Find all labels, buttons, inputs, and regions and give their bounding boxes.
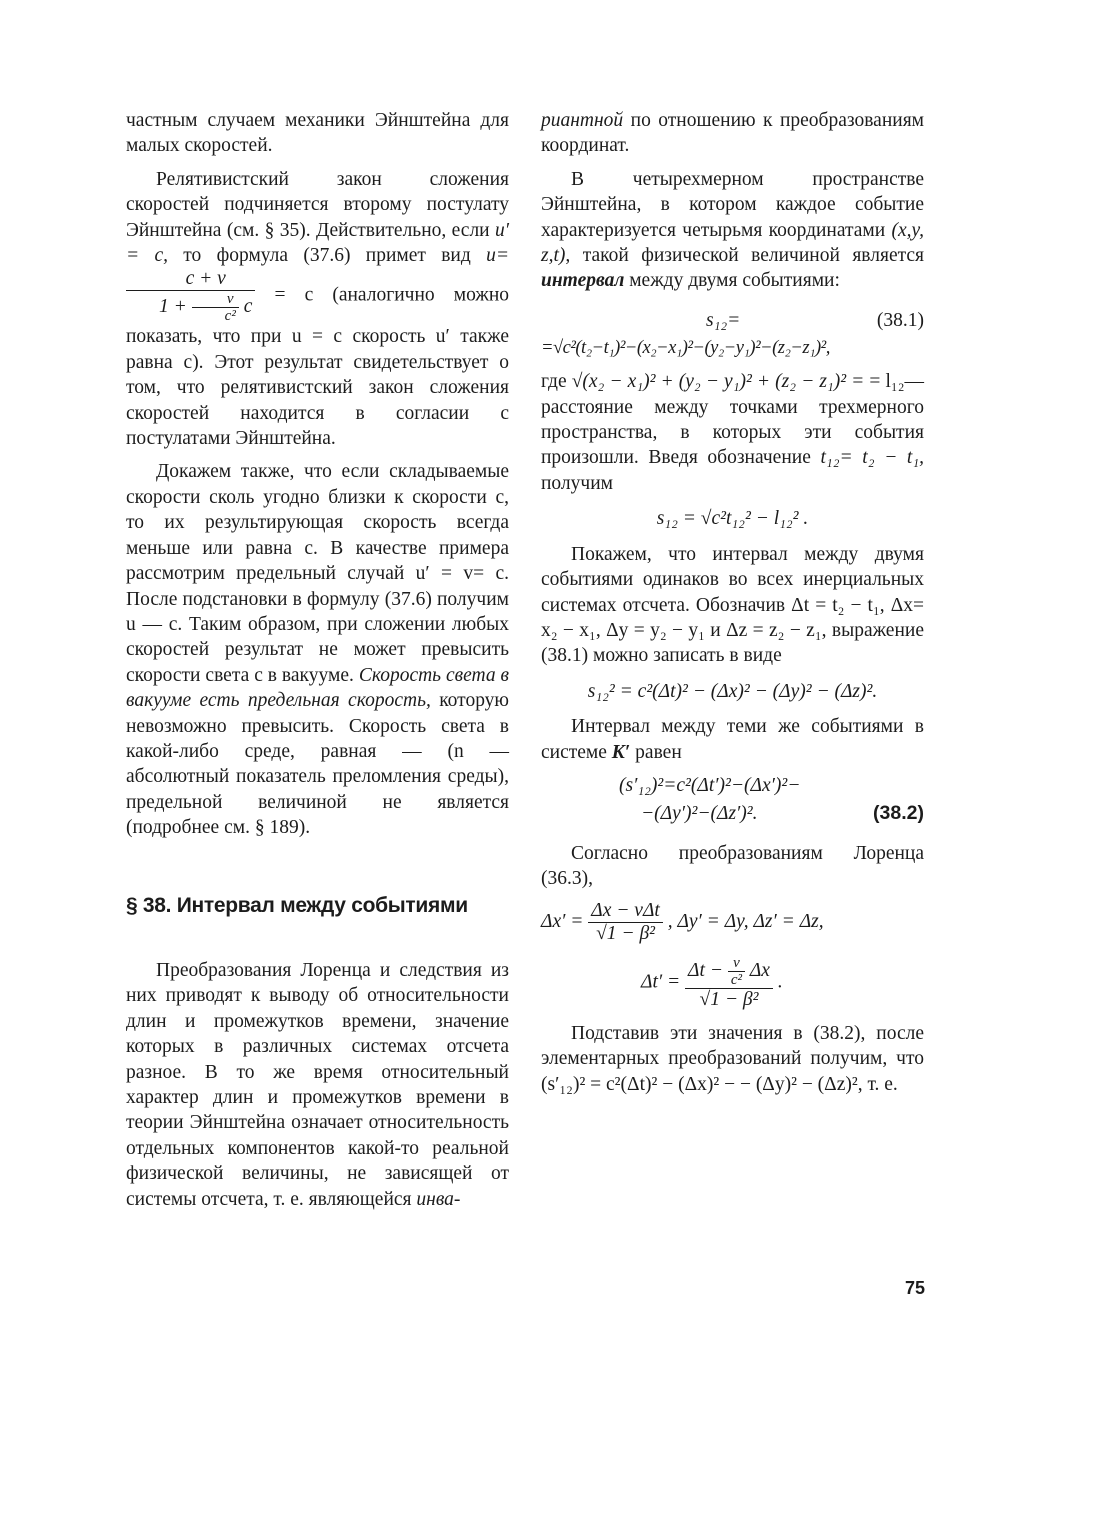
fraction-numerator xyxy=(685,955,773,989)
fraction-denominator: √1 − β² xyxy=(596,922,655,944)
text-segment: по отношению к преобразованиям координат. xyxy=(541,110,924,157)
numerator-part: Δt − xyxy=(688,959,723,981)
paragraph-interval-def xyxy=(541,167,924,294)
text-segment: равен xyxy=(635,741,682,763)
text-segment: Интервал между теми же событиями в системе xyxy=(541,716,924,763)
text-segment: Докажем также, что если складываемые скорости сколь угодно близки к скорости c, то их результирующая скорость всегда меньше или равна c. В качестве примера рассмотрим предельный случай u′ = v= c. После подстановки в формулу (37.6) получим u — c. Таким образом, при сложении любых скоростей результат не может превысить скорости света c в вакууме. xyxy=(126,461,509,686)
paragraph-substitution: Подставив эти значения в (38.2), после элементарных преобразований получим, что (s′₁₂)² = c²(Δt)² − (Δx)² − − (Δy)² − (Δz)², т. е. xyxy=(541,1022,924,1095)
equation-s12: s₁₂ = √c²t₁₂² − l₁₂² . xyxy=(656,508,809,530)
formula-inline: u′ = c, xyxy=(126,219,510,267)
text-segment: которую невозможно превысить. Скорость света в какой-либо среде, равная — (n — абсолютный показатель преломления среды), предельной величиной не является (подробнее см. § 189). xyxy=(126,690,510,839)
inner-denominator: c² xyxy=(224,308,236,325)
right-column xyxy=(541,108,924,1097)
equation-38-2 xyxy=(541,771,924,833)
fraction-denominator xyxy=(126,291,255,324)
text-segment: = l₁₂— расстояние между точками трехмерного пространства, в которых эти события произошли. Введя обозначение xyxy=(541,371,925,469)
equation-38-1-header xyxy=(541,308,924,336)
paragraph-invariance: Покажем, что интервал между двумя событиями одинаков во всех инерциальных системах отсчета. Обозначив Δt = t₂ − t₁, Δx= x₂ − x₁, Δy = y₂ − y₁ и Δz = z₂ − z₁, выражение (38.1) можно записать в виде xyxy=(541,543,924,667)
fraction-numerator: Δx − vΔt xyxy=(588,900,663,923)
equation-line: −(Δy′)²−(Δz′)². xyxy=(641,802,758,824)
formula-t12: t₁₂= t₂ − t₁, xyxy=(820,447,924,469)
paragraph-lorentz xyxy=(126,958,509,1212)
fraction-denominator: √1 − β² xyxy=(699,988,759,1010)
system-label: K′ xyxy=(611,741,631,763)
text-segment: Релятивистский закон сложения скоростей подчиняется второму постулату Эйнштейна (см. § 35). Действительно, если xyxy=(126,168,509,241)
text-segment: где xyxy=(541,371,567,393)
text-segment: между двумя событиями: xyxy=(629,270,840,292)
emphasis-text: Скорость света в вакууме есть предельная скорость, xyxy=(126,664,509,712)
equation-end: . xyxy=(777,971,783,993)
paragraph-continuation: частным случаем механики Эйнштейна для малых скоростей. xyxy=(126,110,509,157)
numerator-part: Δx xyxy=(749,959,770,981)
fraction xyxy=(685,955,773,1011)
paragraph-speed-limit xyxy=(126,459,509,840)
equation-delta-x xyxy=(541,900,924,945)
formula-distance: √(x₂ − x₁)² + (y₂ − y₁)² + (z₂ − z₁)² = xyxy=(571,371,865,393)
fraction xyxy=(588,900,663,945)
paragraph-lorentz-ref: Согласно преобразованиям Лоренца (36.3), xyxy=(541,842,924,890)
inner-numerator: v xyxy=(728,955,745,972)
section-heading: § 38. Интервал между событиями xyxy=(126,893,468,917)
equation-rest: , Δy′ = Δy, Δz′ = Δz, xyxy=(667,910,824,932)
equation-38-1: =√c²(t₂−t₁)²−(x₂−x₁)²−(y₂−y₁)²−(z₂−z₁)², xyxy=(541,337,830,358)
equation-lhs: Δx′ = xyxy=(541,910,584,932)
coordinates-text: (x,y, z,t), xyxy=(541,219,925,267)
text-segment: = c (аналогично можно показать, что при u = c скорость u′ также равна c). Этот результат свидетельствует о том, что релятивистский закон сложения скоростей находится в согласии с постулатами Эйнштейна. xyxy=(126,284,510,450)
equation-delta-t xyxy=(641,955,924,1011)
text-segment: получим xyxy=(541,472,613,494)
emphasis-text: риантной xyxy=(541,110,624,131)
equation-line: (s′₁₂)²=c²(Δt′)²−(Δx′)²− xyxy=(619,774,801,796)
text-segment: то формула (37.6) примет вид xyxy=(183,245,471,267)
page-number: 75 xyxy=(905,1278,926,1298)
equation-s12-squared: s₁₂² = c²(Δt)² − (Δx)² − (Δy)² − (Δz)². xyxy=(587,680,878,702)
fraction-numerator: c + v xyxy=(126,268,255,291)
term-interval: интервал xyxy=(541,270,625,292)
equation-lhs: s₁₂= xyxy=(706,309,741,331)
velocity-fraction xyxy=(126,268,255,324)
paragraph-system-k xyxy=(541,714,924,765)
equation-lhs: Δt′ = xyxy=(641,971,681,993)
inner-fraction xyxy=(728,955,745,988)
equation-number: (38.1) xyxy=(876,309,924,331)
text-segment: В четырехмерном пространстве Эйнштейна, в котором каждое событие характеризуется четырьмя координатами xyxy=(541,168,924,241)
paragraph-distance xyxy=(541,369,924,496)
emphasis-text: инва- xyxy=(416,1188,461,1210)
denominator-part: 1 + xyxy=(159,296,187,318)
text-segment: такой физической величиной является xyxy=(582,245,924,267)
left-column xyxy=(126,108,509,1212)
paragraph-continuation xyxy=(541,108,924,159)
inner-fraction xyxy=(192,291,239,324)
equation-number: (38.2) xyxy=(873,801,924,824)
text-segment: Преобразования Лоренца и следствия из них приводят к выводу об относительности длин и промежутков времени, значение которых в различных системах отсчета разное. В то же время относительный характер длин и промежутков времени в теории Эйнштейна означает относительность отдельных компонентов какой-то реальной физической величины, не зависящей от системы отсчета, т. е. являющейся xyxy=(126,959,509,1210)
paragraph-velocity-law xyxy=(126,167,509,452)
formula-lhs: u= xyxy=(486,245,509,267)
denominator-part: c xyxy=(243,296,253,318)
inner-denominator: c² xyxy=(730,971,742,988)
inner-numerator: v xyxy=(192,291,239,308)
